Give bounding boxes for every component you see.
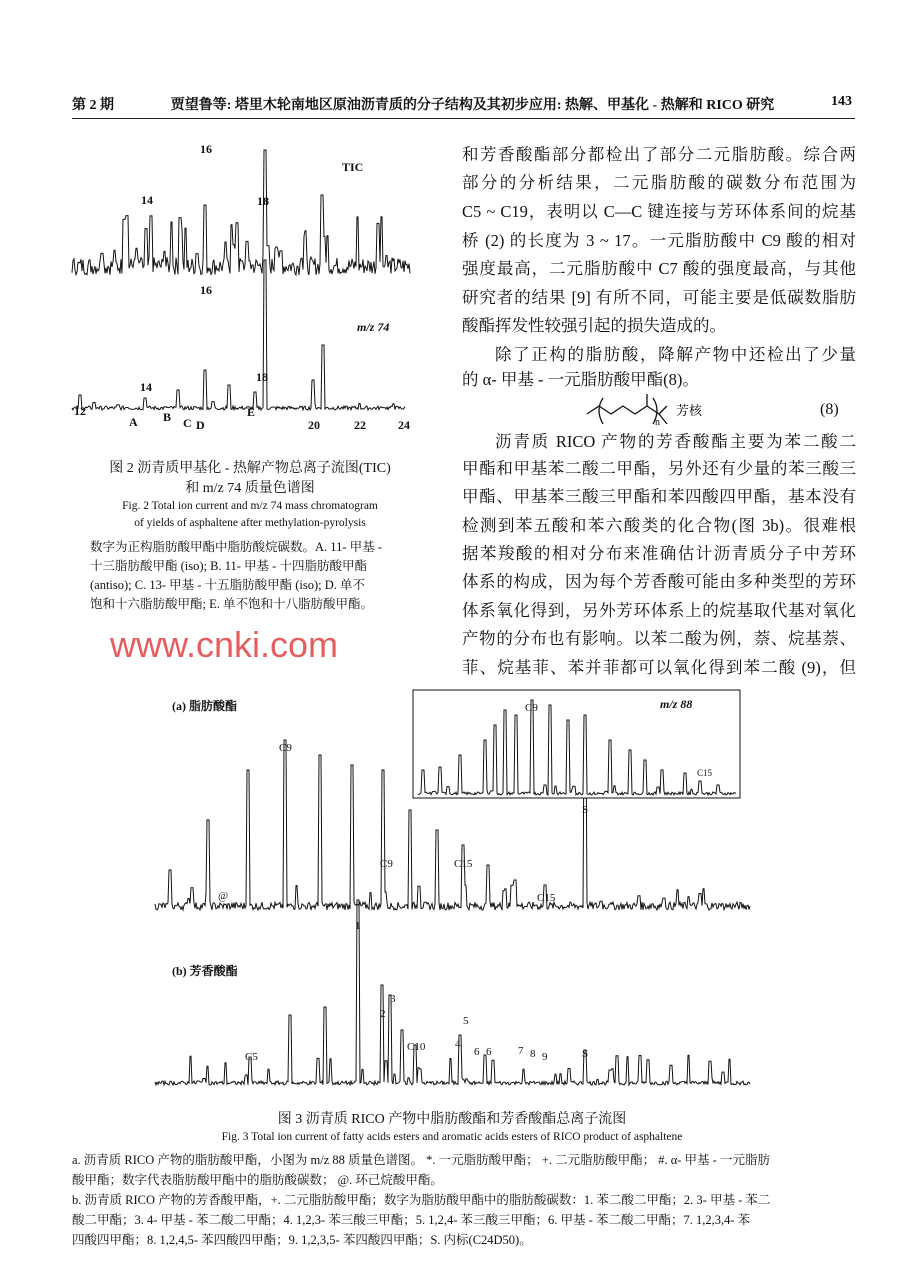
fig3-note: 酸甲酯；数字代表脂肪酸甲酯中的脂肪酸碳数； @. 环己烷酸甲酯。: [72, 1173, 443, 1187]
inset-label: m/z 88: [660, 697, 693, 711]
body-line: 桥 (2) 的长度为 3 ~ 17。一元脂肪酸中 C9 酸的相对: [462, 231, 856, 250]
fig2-caption-cn-2: 和 m/z 74 质量色谱图: [185, 481, 315, 496]
formula-subscript: n: [655, 417, 660, 428]
peak-label: C15: [697, 768, 713, 778]
body-line: 产物的分布也有影响。以苯二酸为例，萘、烷基萘、: [462, 629, 856, 648]
body-line: C5 ~ C19，表明以 C—C 键连接与芳环体系间的烷基: [462, 202, 856, 221]
fig3-note: 四酸四甲酯；8. 1,2,4,5- 苯四酸四甲酯；9. 1,2,3,5- 苯四酸四甲酯；S. 内标(C24D50)。: [72, 1233, 532, 1247]
peak-label: 22: [354, 418, 366, 432]
peak-label: @: [218, 890, 229, 902]
running-title: 贾望鲁等: 塔里木轮南地区原油沥青质的分子结构及其初步应用: 热解、甲基化 - 热解和 RICO 研究: [170, 98, 775, 113]
peak-label: 8: [530, 1048, 536, 1060]
body-line: 除了正构的脂肪酸，降解产物中还检出了少量: [495, 345, 856, 364]
peak-label: 3: [390, 993, 396, 1005]
peak-label: 6: [486, 1046, 492, 1058]
fig2-note: (antiso); C. 13- 甲基 - 十五脂肪酸甲酯 (iso); D. 单不: [90, 578, 365, 592]
peak-label: C15: [454, 858, 473, 870]
peak-label: C15: [537, 892, 556, 904]
peak-label: 2: [380, 1008, 386, 1020]
peak-label: 16: [200, 142, 212, 156]
body-line: 研究者的结果 [9] 有所不同，可能主要是低碳数脂肪: [462, 288, 856, 307]
body-line: 沥青质 RICO 产物的芳香酸酯主要为苯二酸二: [495, 432, 856, 451]
figure-2-chromatograms: [60, 135, 440, 445]
page-number: 143: [830, 94, 852, 109]
body-line: 和芳香酸酯部分都检出了部分二元脂肪酸。综合两: [462, 145, 856, 164]
fig3-caption-cn: 图 3 沥青质 RICO 产物中脂肪酸酯和芳香酸酯总离子流图: [277, 1112, 627, 1127]
fig2-caption-en-2: of yields of asphaltene after methylation-pyrolysis: [134, 517, 366, 529]
tic-label: TIC: [342, 160, 364, 174]
figure-3-chromatograms: [140, 680, 760, 1100]
peak-label: 6: [474, 1046, 480, 1058]
body-line: 体系的构成，因为每个芳香酸可能由多种类型的芳环: [462, 572, 856, 591]
peak-label: C9: [525, 702, 538, 714]
peak-label: C10: [407, 1041, 426, 1053]
peak-label: B: [163, 410, 172, 424]
peak-label: 20: [308, 418, 320, 432]
peak-label: 14: [141, 193, 153, 207]
body-line: 部分的分析结果，二元脂肪酸的碳数分布范围为: [462, 173, 856, 192]
fig3-note: b. 沥青质 RICO 产物的芳香酸甲酯，+. 二元脂肪酸甲酯；数字为脂肪酸甲酯中的脂肪酸碳数：1. 苯二酸二甲酯；2. 3- 甲基 - 苯二: [72, 1193, 771, 1207]
body-line: 强度最高，二元脂肪酸中 C7 酸的强度最高，与其他: [462, 259, 856, 278]
peak-label: 18: [256, 370, 268, 384]
body-line: 据苯羧酸的相对分布来准确估计沥青质分子中芳环: [462, 544, 856, 563]
header-rule: [72, 118, 855, 119]
peak-label: C9: [380, 858, 393, 870]
peak-label: 12: [74, 404, 86, 418]
peak-label: A: [129, 415, 138, 429]
peak-label: 9: [542, 1051, 548, 1063]
peak-label: 18: [257, 194, 269, 208]
body-line: 检测到苯五酸和苯六酸类的化合物(图 3b)。很难根: [462, 516, 856, 535]
fig2-note: 十三脂肪酸甲酯 (iso); B. 11- 甲基 - 十四脂肪酸甲酯: [90, 559, 367, 573]
peak-label: S: [582, 1048, 589, 1060]
peak-label: 4: [455, 1038, 461, 1050]
formula-number: (8): [820, 401, 839, 418]
peak-label: 5: [463, 1015, 469, 1027]
running-header: [72, 94, 852, 114]
peak-label: 24: [398, 418, 410, 432]
body-line: 酸酯挥发性较强引起的损失造成的。: [462, 316, 726, 335]
fig2-caption-en-1: Fig. 2 Total ion current and m/z 74 mass chromatogram: [122, 500, 378, 512]
formula-8-structure: [585, 392, 675, 428]
body-line: 的 α- 甲基 - 一元脂肪酸甲酯(8)。: [462, 370, 699, 389]
fig3-note: 酸二甲酯；3. 4- 甲基 - 苯二酸二甲酯；4. 1,2,3- 苯三酸三甲酯；5. 1,2,4- 苯三酸三甲酯；6. 甲基 - 苯二酸二甲酯；7. 1,2,3,4- 苯: [72, 1213, 751, 1227]
body-line: 菲、烷基菲、苯并菲都可以氧化得到苯二酸 (9)，但: [462, 658, 856, 677]
body-line: 体系氧化得到，另外芳环体系上的烷基取代基对氧化: [462, 601, 856, 620]
formula-label: 芳核: [676, 403, 703, 418]
mz74-trace: [72, 260, 405, 410]
issue-number: 第 2 期: [72, 98, 114, 113]
peak-label: E: [247, 405, 256, 419]
body-line: 甲酯和甲基苯二酸二甲酯，另外还有少量的苯三酸三: [462, 459, 856, 478]
peak-label: C9: [279, 742, 292, 754]
peak-label: D: [196, 418, 205, 432]
body-line: 甲酯、甲基苯三酸三甲酯和苯四酸四甲酯，基本没有: [462, 487, 856, 506]
fig2-note: 数字为正构脂肪酸甲酯中脂肪酸烷碳数。A. 11- 甲基 -: [90, 540, 382, 554]
fig3b-label: (b) 芳香酸酯: [172, 964, 238, 978]
peak-label: 7: [518, 1045, 524, 1057]
fig2-note: 饱和十六脂肪酸甲酯; E. 单不饱和十八脂肪酸甲酯。: [90, 597, 373, 611]
fig2-caption-cn-1: 图 2 沥青质甲基化 - 热解产物总离子流图(TIC): [109, 461, 391, 476]
watermark: www.cnki.com: [110, 624, 339, 665]
peak-label: C: [183, 416, 192, 430]
fig3-note: a. 沥青质 RICO 产物的脂肪酸甲酯，小图为 m/z 88 质量色谱图。 *. 一元脂肪酸甲酯； +. 二元脂肪酸甲酯； #. α- 甲基 - 一元脂肪: [72, 1153, 770, 1167]
fig3-caption-en: Fig. 3 Total ion current of fatty acids esters and aromatic acids esters of RICO product of asphaltene: [221, 1131, 683, 1143]
peak-label: 14: [140, 380, 152, 394]
peak-label: S: [582, 804, 589, 816]
fig3a-label: (a) 脂肪酸酯: [172, 699, 237, 713]
peak-label: 1: [355, 920, 361, 932]
peak-label: 16: [200, 283, 212, 297]
peak-label: C5: [245, 1051, 258, 1063]
mz74-label: m/z 74: [357, 320, 390, 334]
